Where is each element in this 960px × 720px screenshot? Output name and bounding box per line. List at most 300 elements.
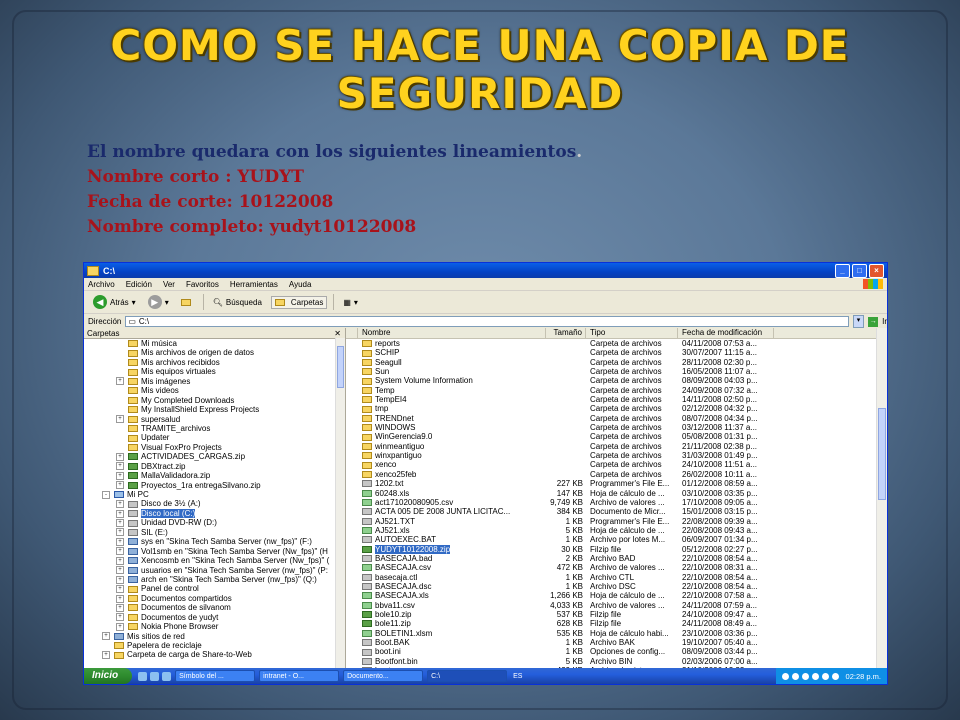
tree-item[interactable] xyxy=(84,594,345,603)
file-row[interactable] xyxy=(346,554,887,563)
file-type: Carpeta de archivos xyxy=(590,469,662,479)
row-spacer xyxy=(346,423,358,432)
search-button[interactable] xyxy=(210,297,265,308)
row-spacer xyxy=(346,610,358,619)
expand-icon[interactable]: + xyxy=(102,651,110,659)
tree-item[interactable] xyxy=(84,490,345,499)
file-name-cell xyxy=(358,423,546,432)
scroll-thumb[interactable] xyxy=(337,346,344,388)
scroll-thumb[interactable] xyxy=(878,408,886,500)
expand-icon[interactable]: + xyxy=(116,623,124,631)
tree-item[interactable] xyxy=(84,632,345,641)
tree-item[interactable] xyxy=(84,396,345,405)
file-modified: 22/10/2008 08:54 a... xyxy=(682,581,758,591)
file-name: 1202.txt xyxy=(375,479,404,489)
file-row[interactable] xyxy=(346,348,887,357)
tree-item-label: supersalud xyxy=(141,414,181,424)
expand-icon[interactable]: + xyxy=(102,632,110,640)
tree-item[interactable] xyxy=(84,358,345,367)
file-row[interactable] xyxy=(346,582,887,591)
file-name-cell xyxy=(358,451,546,460)
file-row[interactable] xyxy=(346,526,887,535)
file-size xyxy=(546,376,586,385)
folder-icon xyxy=(362,396,372,403)
tree-item[interactable] xyxy=(84,405,345,414)
file-name: ACTA 005 DE 2008 JUNTA LICITAC... xyxy=(375,507,511,517)
back-arrow-icon: ◀ xyxy=(93,295,107,309)
back-button[interactable] xyxy=(90,294,139,310)
expand-icon xyxy=(116,396,124,404)
file-name-cell xyxy=(358,367,546,376)
expand-icon xyxy=(116,434,124,442)
file-name-cell xyxy=(358,554,546,563)
file-size xyxy=(546,339,586,348)
toolbar-separator xyxy=(203,294,204,310)
doc-icon xyxy=(362,639,372,646)
views-button[interactable] xyxy=(340,297,361,308)
maximize-button[interactable]: □ xyxy=(852,264,867,278)
file-type: Filzip file xyxy=(590,619,622,629)
tree-item[interactable] xyxy=(84,584,345,593)
collapse-icon[interactable]: - xyxy=(102,491,110,499)
column-size[interactable]: Tamaño xyxy=(546,328,586,338)
file-size: 9,749 KB xyxy=(550,497,583,507)
file-row[interactable] xyxy=(346,545,887,554)
folder-icon xyxy=(362,340,372,347)
tree-item[interactable] xyxy=(84,377,345,386)
task-explorer[interactable]: C:\ xyxy=(427,670,507,682)
net-icon xyxy=(128,538,138,545)
file-modified: 05/12/2008 02:27 p... xyxy=(682,544,758,554)
file-size xyxy=(546,460,586,469)
file-name: Boot.BAK xyxy=(375,638,410,647)
file-row[interactable] xyxy=(346,479,887,488)
file-name: System Volume Information xyxy=(375,376,473,386)
language-indicator[interactable]: ES xyxy=(513,672,523,680)
tree-item[interactable] xyxy=(84,348,345,357)
system-tray xyxy=(776,668,887,684)
body-line-1: El nombre quedara con los siguientes lineamientos. xyxy=(87,142,583,162)
xls-icon xyxy=(362,499,372,506)
file-row[interactable] xyxy=(346,460,887,469)
tree-item-label: Updater xyxy=(141,433,170,443)
task-cmd[interactable]: Símbolo del ... xyxy=(175,670,255,682)
files-scrollbar[interactable] xyxy=(876,328,887,668)
tree-item-label: Visual FoxPro Projects xyxy=(141,442,222,452)
expand-icon[interactable]: + xyxy=(116,500,124,508)
file-name-cell xyxy=(358,404,546,413)
expand-icon[interactable]: + xyxy=(116,377,124,385)
file-size: 1 KB xyxy=(565,581,583,591)
file-name: winmeantiguo xyxy=(375,441,425,451)
xls-icon xyxy=(362,490,372,497)
file-modified: 08/09/2008 04:03 p... xyxy=(682,376,758,386)
folders-scrollbar[interactable] xyxy=(335,338,345,668)
file-type: Carpeta de archivos xyxy=(590,367,662,377)
file-name-cell xyxy=(358,535,546,544)
xls-icon xyxy=(362,602,372,609)
tree-item[interactable] xyxy=(84,518,345,527)
tree-item[interactable] xyxy=(84,641,345,650)
expand-icon[interactable]: + xyxy=(116,613,124,621)
file-row[interactable] xyxy=(346,638,887,647)
zip-icon xyxy=(362,620,372,627)
folder-icon xyxy=(128,623,138,630)
column-type[interactable]: Tipo xyxy=(586,328,678,338)
file-size: 2 KB xyxy=(565,553,583,563)
file-name: Seagull xyxy=(375,357,402,367)
explorer-window xyxy=(83,262,888,685)
views-icon: ▦ xyxy=(343,297,351,307)
file-row[interactable] xyxy=(346,376,887,385)
file-row[interactable] xyxy=(346,507,887,516)
folder-icon xyxy=(128,359,138,366)
file-modified: 16/05/2008 11:07 a... xyxy=(682,367,758,377)
tree-item[interactable] xyxy=(84,452,345,461)
folder-icon xyxy=(128,435,138,442)
tree-item[interactable] xyxy=(84,424,345,433)
desktop-icon[interactable] xyxy=(150,672,159,681)
tree-item-label: Vol1smb en "Skina Tech Samba Server (Nw_fps)" (H xyxy=(141,546,328,556)
window-title: C:\ xyxy=(103,265,115,276)
file-type: Hoja de cálculo de ... xyxy=(590,525,665,535)
tree-item[interactable] xyxy=(84,462,345,471)
menu-archivo[interactable]: Archivo xyxy=(88,279,115,289)
file-type: Archivo de valores ... xyxy=(590,497,665,507)
row-spacer xyxy=(346,526,358,535)
body-line-3: Fecha de corte: 10122008 xyxy=(87,192,334,212)
file-name: WinGerencia9.0 xyxy=(375,432,433,442)
column-modified[interactable]: Fecha de modificación xyxy=(678,328,774,338)
row-spacer xyxy=(346,479,358,488)
tree-item-label: Mis equipos virtuales xyxy=(141,367,216,377)
file-row[interactable] xyxy=(346,629,887,638)
doc-icon xyxy=(362,508,372,515)
expand-icon[interactable]: + xyxy=(116,585,124,593)
tree-item-label: DBXtract.zip xyxy=(141,461,186,471)
drive-icon xyxy=(128,520,138,527)
tray-icon[interactable] xyxy=(802,673,809,680)
tree-item[interactable] xyxy=(84,603,345,612)
file-row[interactable] xyxy=(346,647,887,656)
file-row[interactable] xyxy=(346,610,887,619)
net-icon xyxy=(114,633,124,640)
folder-icon xyxy=(128,595,138,602)
file-row[interactable] xyxy=(346,470,887,479)
file-row[interactable] xyxy=(346,432,887,441)
file-row[interactable] xyxy=(346,573,887,582)
file-modified: 22/10/2008 08:31 a... xyxy=(682,563,758,573)
task-document[interactable]: Documento... xyxy=(343,670,423,682)
file-name: BASECAJA.dsc xyxy=(375,581,432,591)
expand-icon[interactable]: + xyxy=(116,547,124,555)
chevron-down-icon: ▾ xyxy=(131,297,136,307)
file-row[interactable] xyxy=(346,535,887,544)
file-name-cell xyxy=(358,601,546,610)
tree-item[interactable] xyxy=(84,528,345,537)
file-row[interactable] xyxy=(346,358,887,367)
toolbar xyxy=(84,291,887,314)
file-modified: 08/09/2008 03:44 p... xyxy=(682,647,758,657)
xls-icon xyxy=(362,527,372,534)
file-name: Bootfont.bin xyxy=(375,656,418,666)
expand-icon[interactable]: + xyxy=(116,576,124,584)
media-icon[interactable] xyxy=(162,672,171,681)
file-type: Carpeta de archivos xyxy=(590,432,662,442)
folder-icon xyxy=(128,586,138,593)
expand-icon[interactable]: + xyxy=(116,510,124,518)
file-row[interactable] xyxy=(346,442,887,451)
row-spacer xyxy=(346,535,358,544)
tree-item[interactable] xyxy=(84,566,345,575)
tree-item-label: Mis videos xyxy=(141,386,179,396)
file-row[interactable] xyxy=(346,591,887,600)
tree-item-label: Documentos de yudyt xyxy=(141,612,219,622)
file-name: Sun xyxy=(375,367,390,377)
file-modified: 14/11/2008 02:50 p... xyxy=(682,395,758,405)
file-type: Carpeta de archivos xyxy=(590,385,662,395)
file-size: 227 KB xyxy=(556,479,583,489)
folders-icon xyxy=(275,299,285,306)
address-input[interactable] xyxy=(125,316,848,327)
expand-icon[interactable]: + xyxy=(116,453,124,461)
file-type: Hoja de cálculo habi... xyxy=(590,628,669,638)
tree-item[interactable] xyxy=(84,443,345,452)
file-row[interactable] xyxy=(346,404,887,413)
file-row[interactable] xyxy=(346,498,887,507)
file-type: Archivo CTL xyxy=(590,572,635,582)
file-name: boot.ini xyxy=(375,647,401,657)
file-modified: 05/08/2008 01:31 p... xyxy=(682,432,758,442)
file-name-cell xyxy=(358,489,546,498)
file-row[interactable] xyxy=(346,489,887,498)
address-dropdown-button[interactable]: ▾ xyxy=(853,315,865,328)
file-modified: 21/11/2008 02:38 p... xyxy=(682,441,758,451)
folder-icon xyxy=(128,416,138,423)
file-row[interactable] xyxy=(346,451,887,460)
start-button[interactable]: Inicio xyxy=(84,668,132,684)
folder-tree xyxy=(84,339,345,660)
tree-item-label: ACTIVIDADES_CARGAS.zip xyxy=(141,452,246,462)
row-spacer xyxy=(346,638,358,647)
row-spacer xyxy=(346,460,358,469)
tree-item[interactable] xyxy=(84,481,345,490)
file-size xyxy=(546,367,586,376)
tree-item[interactable] xyxy=(84,613,345,622)
menu-bar xyxy=(84,278,887,291)
xls-icon xyxy=(362,630,372,637)
file-row[interactable] xyxy=(346,423,887,432)
row-spacer xyxy=(346,601,358,610)
file-modified: 08/07/2008 04:34 p... xyxy=(682,413,758,423)
tree-item[interactable] xyxy=(84,339,345,348)
expand-icon[interactable]: + xyxy=(116,481,124,489)
file-name-cell xyxy=(358,582,546,591)
menu-herramientas[interactable]: Herramientas xyxy=(229,279,278,289)
file-modified: 15/01/2008 03:15 p... xyxy=(682,507,758,517)
tree-item[interactable] xyxy=(84,499,345,508)
up-folder-button[interactable] xyxy=(178,298,197,307)
tree-item[interactable] xyxy=(84,650,345,659)
tree-item[interactable] xyxy=(84,537,345,546)
tree-item[interactable] xyxy=(84,386,345,395)
file-name-cell xyxy=(358,498,546,507)
tree-item-label: Proyectos_1ra entregaSilvano.zip xyxy=(141,480,261,490)
folders-label: Carpetas xyxy=(290,297,324,307)
files-pane xyxy=(346,328,887,668)
file-name: AUTOEXEC.BAT xyxy=(375,535,437,545)
tree-item-label: Panel de control xyxy=(141,584,199,594)
expand-icon[interactable]: + xyxy=(116,462,124,470)
go-arrow-icon[interactable]: → xyxy=(869,317,877,325)
file-row[interactable] xyxy=(346,619,887,628)
tree-item-label: MallaValidadora.zip xyxy=(141,471,211,481)
file-row[interactable] xyxy=(346,339,887,348)
file-size xyxy=(546,395,586,404)
folder-icon xyxy=(128,369,138,376)
tree-item[interactable] xyxy=(84,433,345,442)
close-button[interactable]: × xyxy=(869,264,884,278)
file-modified: 01/12/2008 08:59 a... xyxy=(682,479,758,489)
minimize-button[interactable]: _ xyxy=(835,264,850,278)
file-modified: 06/09/2007 01:34 p... xyxy=(682,535,758,545)
tray-icon[interactable] xyxy=(792,673,799,680)
tree-item[interactable] xyxy=(84,547,345,556)
folder-icon xyxy=(362,387,372,394)
file-name: WINDOWS xyxy=(375,423,416,433)
file-name-cell xyxy=(358,358,546,367)
file-size: 5 KB xyxy=(565,656,583,666)
task-intranet[interactable]: intranet - O... xyxy=(259,670,339,682)
file-type: Archivo por lotes M... xyxy=(590,535,666,545)
file-modified: 24/10/2008 09:47 a... xyxy=(682,609,758,619)
expand-icon xyxy=(116,349,124,357)
network-icon[interactable] xyxy=(822,673,829,680)
tree-item[interactable] xyxy=(84,556,345,565)
window-titlebar[interactable] xyxy=(84,263,887,278)
file-type: Carpeta de archivos xyxy=(590,357,662,367)
body-line-4: Nombre completo: yudyt10122008 xyxy=(87,217,417,237)
browser-icon[interactable] xyxy=(138,672,147,681)
expand-icon[interactable]: + xyxy=(116,595,124,603)
file-size: 5 KB xyxy=(565,525,583,535)
menu-favoritos[interactable]: Favoritos xyxy=(185,279,219,289)
expand-icon[interactable]: + xyxy=(116,472,124,480)
file-size: 1 KB xyxy=(565,647,583,657)
file-row[interactable] xyxy=(346,395,887,404)
tree-item[interactable] xyxy=(84,471,345,480)
file-size xyxy=(546,358,586,367)
clock[interactable]: 02:28 p.m. xyxy=(845,671,881,681)
file-name: act171020080905.csv xyxy=(375,497,454,507)
file-size xyxy=(546,442,586,451)
file-name-cell xyxy=(358,479,546,488)
folders-button[interactable] xyxy=(271,296,327,309)
row-spacer xyxy=(346,489,358,498)
net-icon xyxy=(128,557,138,564)
menu-ver[interactable]: Ver xyxy=(162,279,175,289)
folder-icon xyxy=(362,471,372,478)
row-spacer xyxy=(346,386,358,395)
go-button[interactable]: Ir xyxy=(882,317,887,326)
volume-icon[interactable] xyxy=(812,673,819,680)
row-spacer xyxy=(346,432,358,441)
file-name-cell xyxy=(358,470,546,479)
row-spacer xyxy=(346,498,358,507)
tray-icon[interactable] xyxy=(832,673,839,680)
file-type: Carpeta de archivos xyxy=(590,423,662,433)
file-size: 30 KB xyxy=(561,544,583,554)
tree-item[interactable] xyxy=(84,509,345,518)
folder-icon xyxy=(362,434,372,441)
file-row[interactable] xyxy=(346,563,887,572)
menu-ayuda[interactable]: Ayuda xyxy=(288,279,312,289)
expand-icon[interactable]: + xyxy=(116,557,124,565)
file-modified: 26/02/2008 10:11 a... xyxy=(682,469,758,479)
column-name[interactable]: Nombre xyxy=(358,328,546,338)
expand-icon[interactable]: + xyxy=(116,538,124,546)
file-name: bbva11.csv xyxy=(375,600,415,610)
column-spacer xyxy=(346,328,358,338)
file-name: basecaja.ctl xyxy=(375,572,418,582)
file-name: bole11.zip xyxy=(375,619,411,629)
file-name: BOLETIN1.xlsm xyxy=(375,628,433,638)
expand-icon[interactable]: + xyxy=(116,519,124,527)
file-type: Hoja de cálculo de ... xyxy=(590,591,665,601)
file-name: xenco25feb xyxy=(375,469,417,479)
search-icon: 🔍︎ xyxy=(212,297,223,307)
tree-item[interactable] xyxy=(84,575,345,584)
tree-item-label: Documentos compartidos xyxy=(141,593,232,603)
file-modified: 28/11/2008 02:30 p... xyxy=(682,357,758,367)
folder-icon xyxy=(128,378,138,385)
folder-icon xyxy=(128,425,138,432)
tree-item[interactable] xyxy=(84,622,345,631)
tree-item[interactable] xyxy=(84,367,345,376)
file-name-cell xyxy=(358,610,546,619)
file-row[interactable] xyxy=(346,601,887,610)
file-row[interactable] xyxy=(346,657,887,666)
file-type: Archivo BAK xyxy=(590,638,635,647)
tray-icon[interactable] xyxy=(782,673,789,680)
row-spacer xyxy=(346,591,358,600)
expand-icon[interactable]: + xyxy=(116,415,124,423)
file-row[interactable] xyxy=(346,517,887,526)
row-spacer xyxy=(346,358,358,367)
forward-button[interactable] xyxy=(145,294,172,310)
file-type: Archivo de valores ... xyxy=(590,600,665,610)
file-row[interactable] xyxy=(346,386,887,395)
row-spacer xyxy=(346,545,358,554)
file-type: Carpeta de archivos xyxy=(590,395,662,405)
close-icon[interactable]: ✕ xyxy=(334,328,341,338)
net-icon xyxy=(128,576,138,583)
file-row[interactable] xyxy=(346,367,887,376)
row-spacer xyxy=(346,563,358,572)
expand-icon[interactable]: + xyxy=(116,604,124,612)
folders-pane-header xyxy=(84,328,345,339)
expand-icon[interactable]: + xyxy=(116,566,124,574)
file-size: 1 KB xyxy=(565,516,583,526)
file-row[interactable] xyxy=(346,414,887,423)
folder-icon xyxy=(128,350,138,357)
menu-edicion[interactable]: Edición xyxy=(125,279,152,289)
expand-icon[interactable]: + xyxy=(116,528,124,536)
tree-item-label: Mis imágenes xyxy=(141,376,191,386)
tree-item[interactable] xyxy=(84,415,345,424)
file-type: Opciones de config... xyxy=(590,647,666,657)
file-size: 628 KB xyxy=(556,619,583,629)
